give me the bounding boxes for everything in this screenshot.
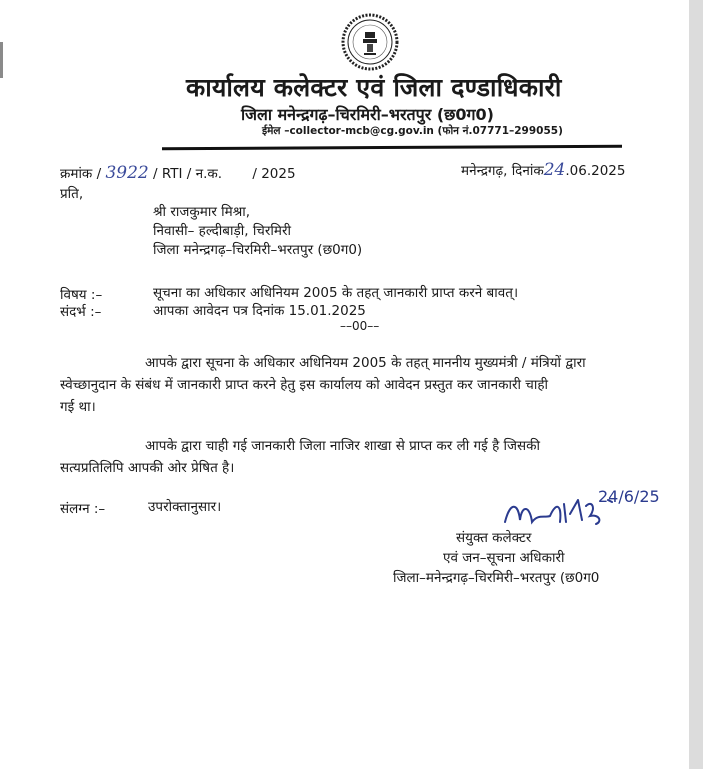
district-subtitle: जिला मनेन्द्रगढ़–चिरमिरी–भरतपुर (छ0ग0) xyxy=(241,105,494,124)
separator: ––00–– xyxy=(340,319,380,333)
para1-line3: गई था। xyxy=(60,399,96,415)
place-label: मनेन्द्रगढ़, दिनांक xyxy=(461,163,544,179)
ref-text: आपका आवेदन पत्र दिनांक 15.01.2025 xyxy=(153,303,366,319)
contact-line: ईमेल –collector-mcb@cg.gov.in (फोन नं.07771–299055) xyxy=(262,125,563,137)
date-handwritten-day: 24 xyxy=(543,160,566,180)
office-title: कार्यालय कलेक्टर एवं जिला दण्डाधिकारी xyxy=(186,73,562,102)
ref-label: संदर्भ :– xyxy=(60,304,102,320)
subject-label: विषय :– xyxy=(60,287,103,303)
recipient-label: प्रति, xyxy=(60,186,84,202)
body-paragraph-1 xyxy=(60,352,700,418)
subject-text: सूचना का अधिकार अधिनियम 2005 के तहत् जानकारी प्राप्त करने बावत्। xyxy=(153,285,519,301)
state-emblem-icon xyxy=(340,12,400,72)
reference-handwritten-number: 3922 xyxy=(105,163,149,183)
designation-3: जिला–मनेन्द्रगढ़–चिरमिरी–भरतपुर (छ0ग0 xyxy=(393,570,600,586)
recipient-address: निवासी– हल्दीबाड़ी, चिरमिरी xyxy=(153,223,291,239)
designation-1: संयुक्त कलेक्टर xyxy=(456,530,532,546)
enclosure-text: उपरोक्तानुसार। xyxy=(148,499,222,515)
reference-suffix: / RTI / न.क. xyxy=(153,166,223,182)
body-paragraph-2 xyxy=(60,435,700,479)
para2-line1: आपके द्वारा चाही गई जानकारी जिला नाजिर शाखा से प्राप्त कर ली गई है जिसकी xyxy=(145,438,541,454)
reference-prefix: क्रमांक / xyxy=(60,166,102,182)
header-rule xyxy=(162,145,622,150)
reference-year: / 2025 xyxy=(252,166,296,182)
recipient-name: श्री राजकुमार मिश्रा, xyxy=(153,204,251,220)
date-rest: .06.2025 xyxy=(565,163,626,179)
signature-text: 24/6/25 xyxy=(598,487,660,506)
enclosure-label: संलग्न :– xyxy=(60,501,106,517)
recipient-district: जिला मनेन्द्रगढ़–चिरमिरी–भरतपुर (छ0ग0) xyxy=(153,242,363,258)
para2-line2: सत्यप्रतिलिपि आपकी ओर प्रेषित है। xyxy=(60,460,235,476)
scan-edge-mark xyxy=(0,42,3,78)
para1-line1: आपके द्वारा सूचना के अधिकार अधिनियम 2005 के तहत् माननीय मुख्यमंत्री / मंत्रियों द्वारा xyxy=(145,355,586,371)
place-date xyxy=(461,160,625,180)
designation-2: एवं जन–सूचना अधिकारी xyxy=(443,550,565,566)
para1-line2: स्वेच्छानुदान के संबंध में जानकारी प्राप्त करने हेतु इस कार्यालय को आवेदन प्रस्तुत कर जानकारी चाही xyxy=(60,377,549,393)
reference-number xyxy=(60,163,296,183)
